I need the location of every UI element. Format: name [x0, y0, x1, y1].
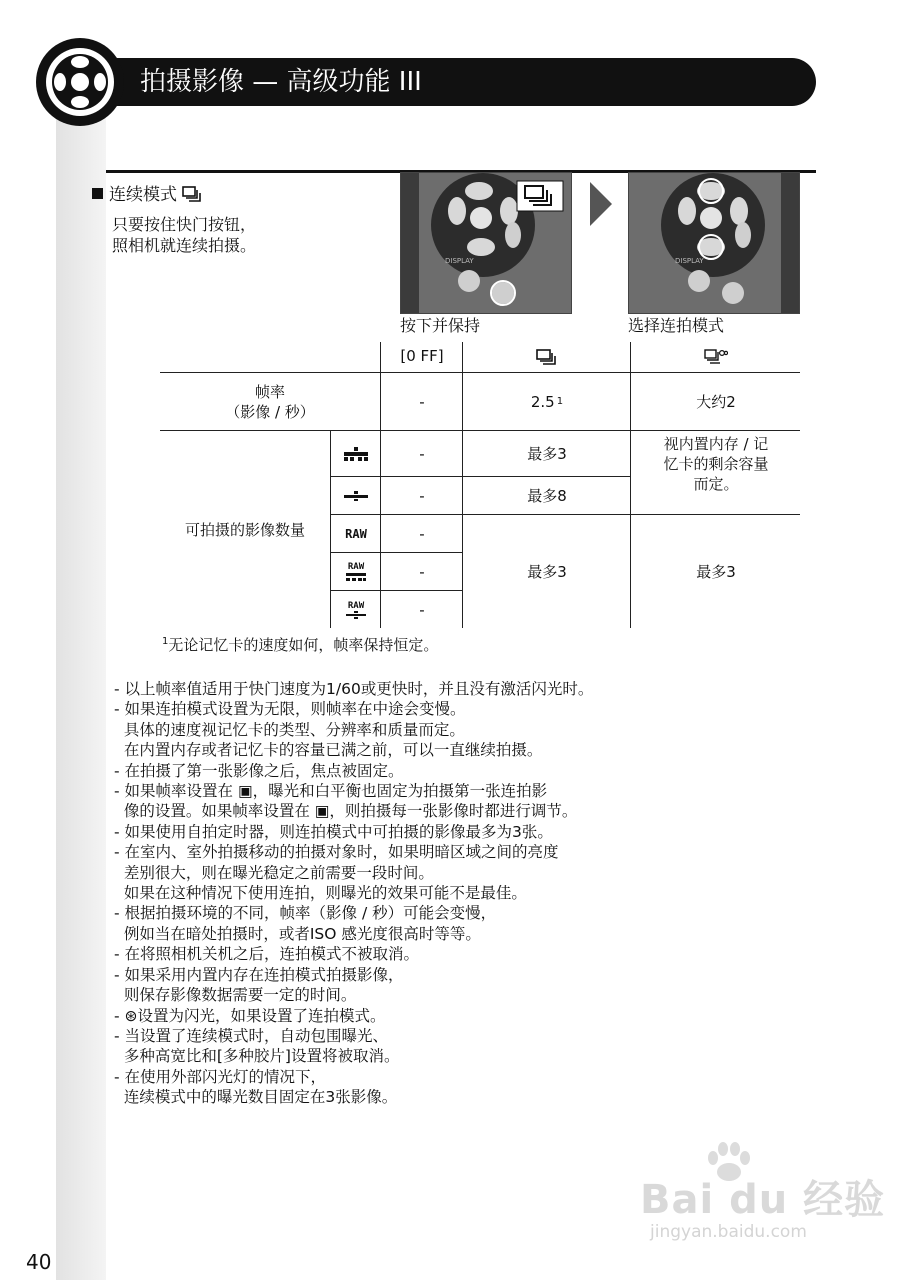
note-line: 如果在这种情况下使用连拍，则曝光的效果可能不是最佳。 [114, 884, 527, 903]
table-rule [462, 342, 463, 628]
raw-fine-off: - [419, 563, 425, 581]
burst-adjust-mode-icon [704, 349, 728, 365]
footnote-text: 无论记忆卡的速度如何，帧率保持恒定。 [168, 636, 439, 654]
note-line: 则保存影像数据需要一定的时间。 [114, 986, 357, 1005]
notes-list [114, 679, 593, 1108]
note-line: 而定。 [693, 475, 739, 493]
caption-select-burst: 选择连拍模式 [628, 316, 725, 335]
quality-raw-fine-icon [332, 554, 380, 590]
note-line: 例如当在暗处拍摄时，或者ISO 感光度很高时等等。 [114, 924, 481, 943]
rate-adjust: 大约2 [696, 393, 736, 411]
table-rule [160, 372, 800, 373]
note-line: - 如果连拍模式设置为无限，则帧率在中途会变慢。 [114, 700, 466, 719]
footnote-marker: 1 [556, 396, 564, 407]
burst-mode-icon [182, 186, 202, 202]
note-line: - 根据拍摄环境的不同，帧率（影像 / 秒）可能会变慢， [114, 904, 497, 923]
note-line: 多种高宽比和[多种胶片]设置将被取消。 [114, 1047, 400, 1066]
note-line: - 如果采用内置内存在连拍模式拍摄影像， [114, 965, 404, 984]
table-rule [330, 552, 462, 553]
note-line: - 在使用外部闪光灯的情况下， [114, 1067, 327, 1086]
quality-raw-standard-icon [332, 592, 380, 628]
section-heading-text: 连续模式 [109, 185, 177, 205]
note-line: 忆卡的剩余容量 [663, 455, 769, 473]
note-line: - 在将照相机关机之后，连拍模式不被取消。 [114, 945, 420, 964]
standard-off: - [419, 487, 425, 505]
section-description [112, 214, 256, 256]
col-header-burst-adjust [632, 342, 800, 372]
caption-press-hold: 按下并保持 [400, 316, 481, 335]
note-line: 在内置内存或者记忆卡的容量已满之前，可以一直继续拍摄。 [114, 741, 543, 760]
note-line: - 当设置了连续模式时，自动包围曝光、 [114, 1026, 389, 1045]
raw-text: RAW [347, 600, 365, 611]
col-header-burst-high [464, 342, 630, 372]
row-label-line: 帧率 [254, 383, 285, 401]
description-line: 只要按住快门按钮， [112, 215, 257, 234]
description-line: 照相机就连续拍摄。 [112, 236, 257, 255]
raw-off: - [419, 525, 425, 543]
camera-photo-select-burst [628, 172, 800, 314]
table-rule [330, 514, 800, 515]
watermark-url: jingyan.baidu.com [650, 1222, 807, 1242]
footnote-marker: 1 [162, 636, 169, 647]
table-rule [380, 430, 381, 628]
note-line: 像的设置。如果帧率设置在 ▣，则拍摄每一张影像时都进行调节。 [114, 802, 578, 821]
raw-high: 最多3 [527, 563, 567, 581]
note-line: 视内置内存 / 记 [663, 435, 769, 453]
page-title: 拍摄影像 — 高级功能 III [140, 67, 422, 97]
left-margin-band [56, 112, 106, 1280]
fine-standard-adjust [632, 432, 800, 506]
camera-photo-press-hold [400, 172, 572, 314]
square-bullet-icon [92, 188, 103, 199]
arrow-right-icon [590, 182, 612, 226]
table-rule [630, 342, 631, 628]
note-line: - 在拍摄了第一张影像之后，焦点被固定。 [114, 761, 404, 780]
section-heading [92, 180, 202, 205]
note-line: - 如果使用自拍定时器，则连拍模式中可拍摄的影像最多为3张。 [114, 822, 553, 841]
raw-standard-off: - [419, 601, 425, 619]
standard-high: 最多8 [527, 487, 567, 505]
rate-high-value: 2.5 [530, 393, 555, 411]
row-label-frame-rate [160, 374, 380, 430]
fine-high: 最多3 [527, 445, 567, 463]
note-line: - 如果帧率设置在 ▣，曝光和白平衡也固定为拍摄第一张连拍影 [114, 782, 548, 801]
row-label-line: （影像 / 秒） [225, 403, 315, 421]
table-rule [330, 476, 630, 477]
table-rule [330, 430, 331, 628]
note-line: - ⊛设置为闪光，如果设置了连拍模式。 [114, 1006, 386, 1025]
row-label-image-count: 可拍摄的影像数量 [184, 521, 305, 539]
page-number: 40 [26, 1250, 52, 1274]
quality-standard-icon [332, 478, 380, 514]
rate-high [464, 374, 630, 430]
watermark-brand: Bai du 经验 [640, 1177, 886, 1223]
table-footnote [162, 634, 438, 655]
note-line: - 在室内、室外拍摄移动的拍摄对象时，如果明暗区域之间的亮度 [114, 843, 559, 862]
note-line: 差别很大，则在曝光稳定之前需要一段时间。 [114, 863, 434, 882]
burst-mode-icon [536, 349, 558, 365]
note-line: 连续模式中的曝光数目固定在3张影像。 [114, 1088, 398, 1107]
col-header-off: [0 FF] [400, 347, 444, 365]
raw-text: RAW [347, 561, 365, 572]
note-line: - 以上帧率值适用于快门速度为1/60或更快时，并且没有激活闪光时。 [114, 680, 594, 698]
quality-raw-icon: RAW [345, 527, 367, 541]
fine-off: - [419, 445, 425, 463]
table-rule [330, 590, 462, 591]
quality-fine-icon [332, 432, 380, 476]
table-rule [160, 430, 800, 431]
display-label: DISPLAY [675, 257, 704, 265]
raw-adjust: 最多3 [696, 563, 736, 581]
display-label: DISPLAY [445, 257, 474, 265]
four-way-button-icon [34, 36, 126, 128]
rate-off: - [419, 393, 425, 411]
table-rule [380, 342, 381, 430]
note-line: 具体的速度视记忆卡的类型、分辨率和质量而定。 [114, 720, 465, 739]
